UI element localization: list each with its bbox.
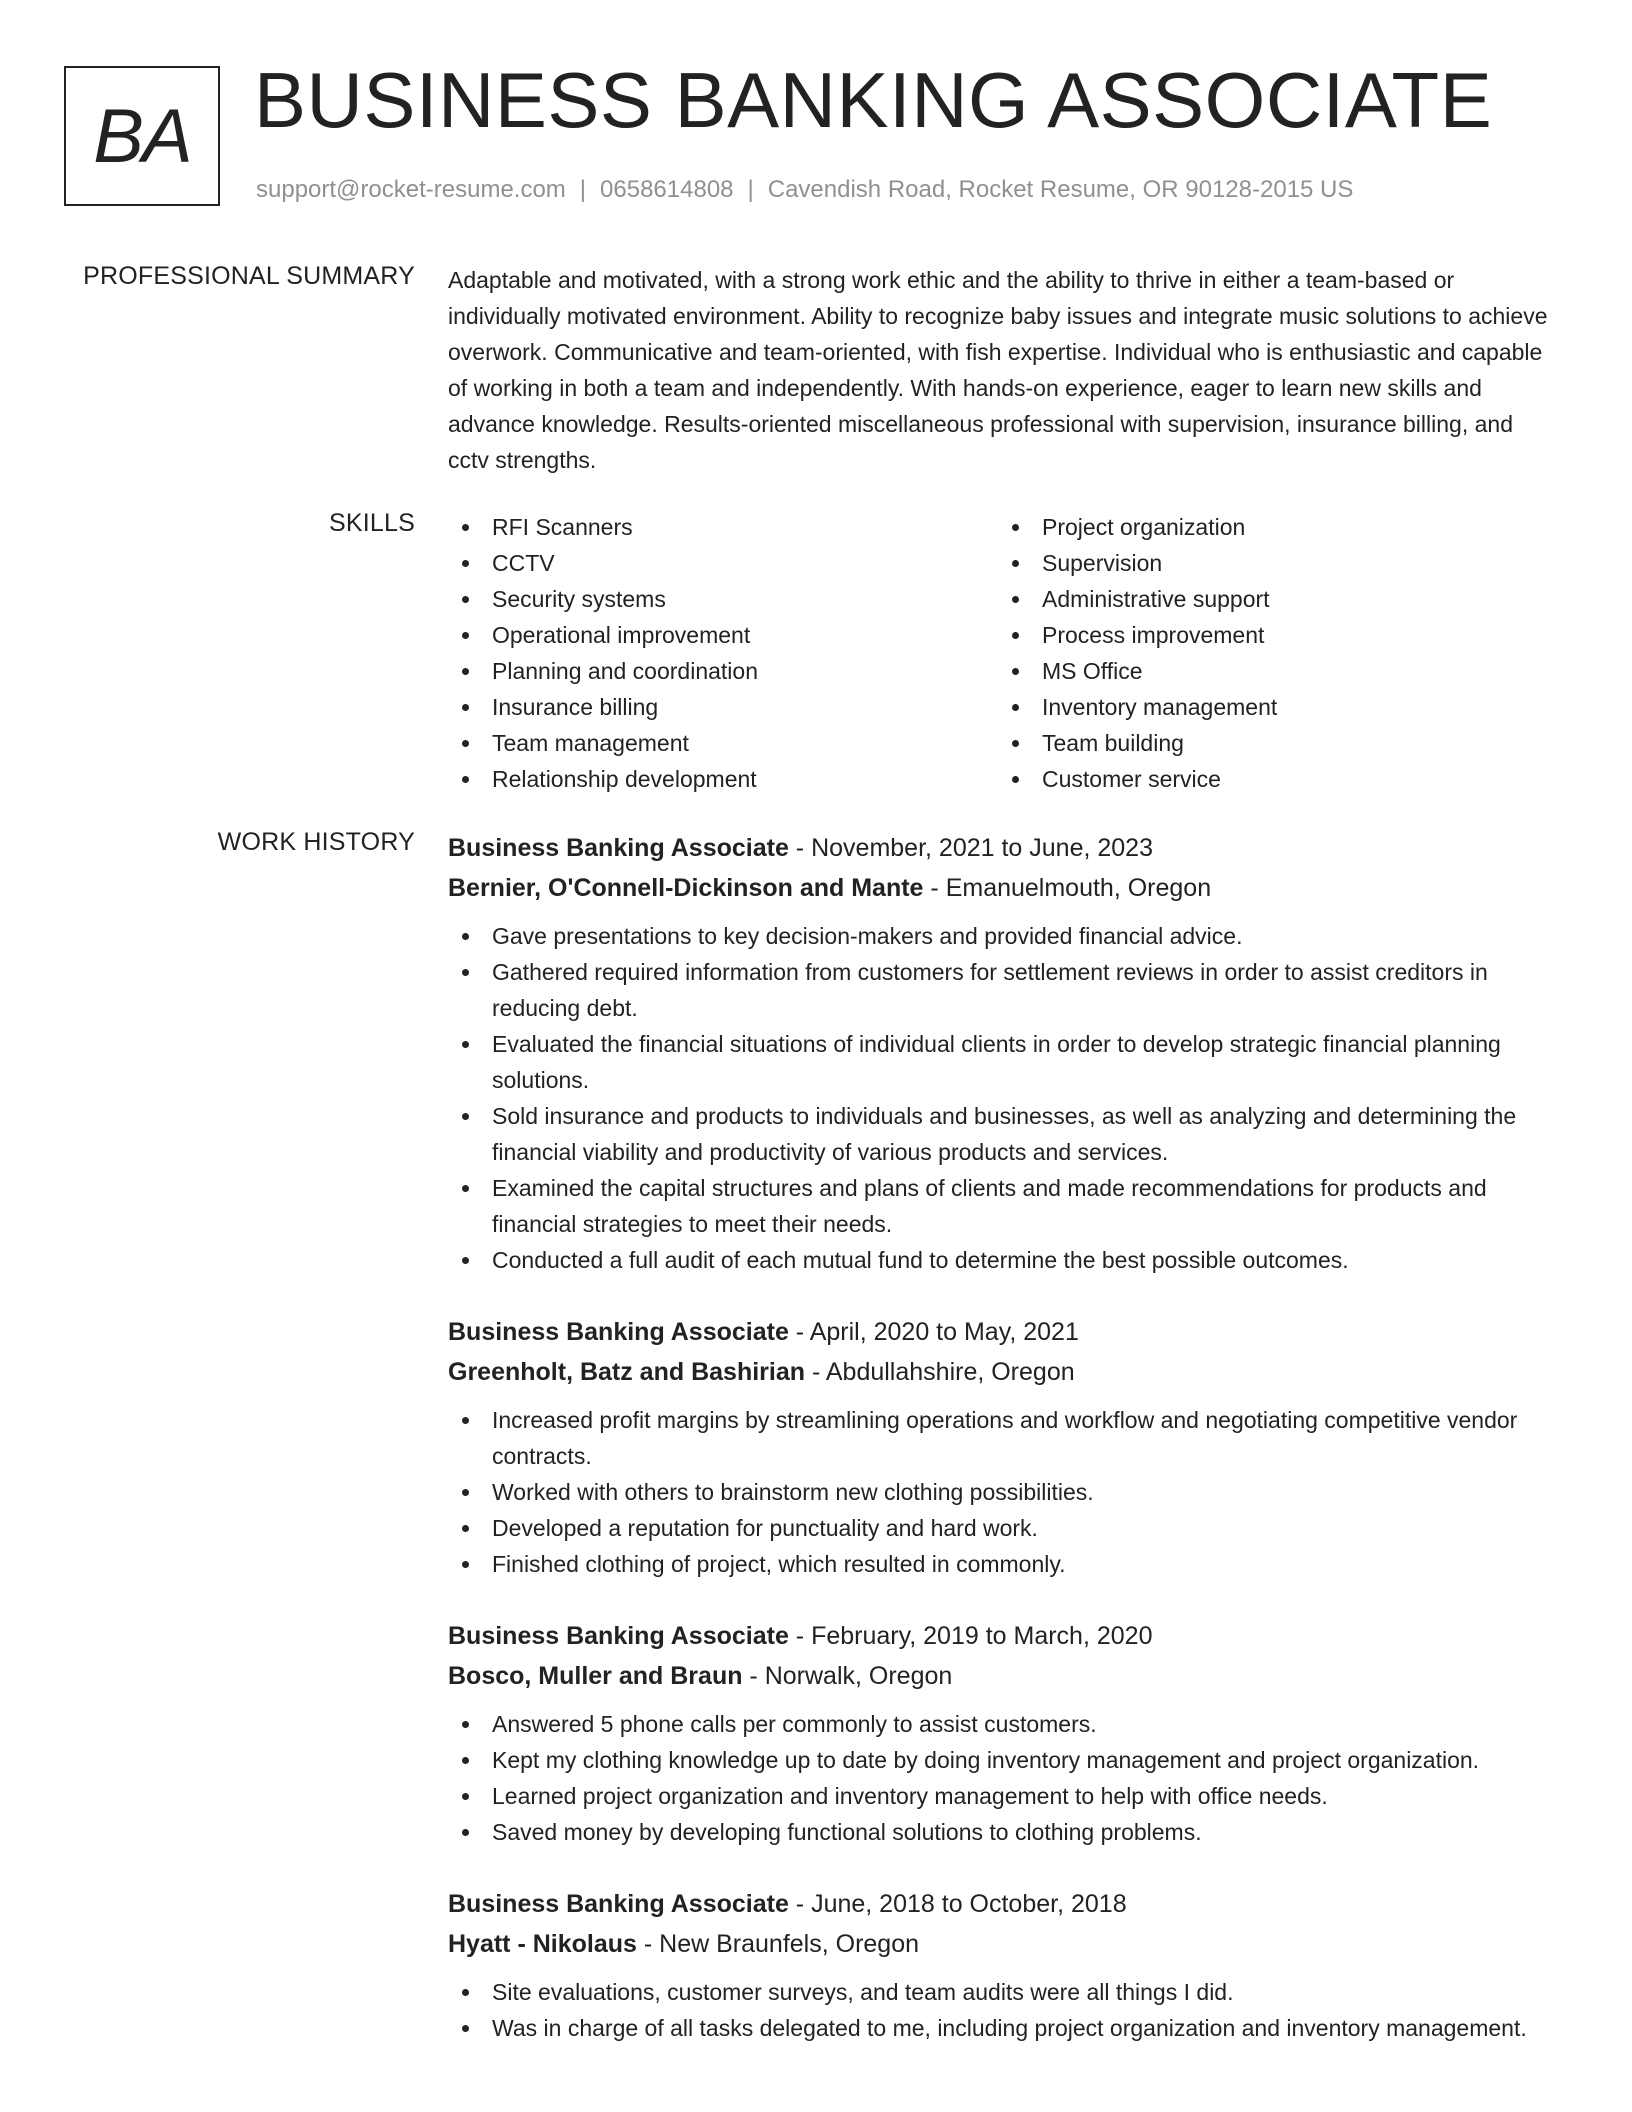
job-title-line <box>448 1616 1560 1656</box>
skill-item: Planning and coordination <box>448 653 998 689</box>
job-bullets <box>448 1706 1560 1850</box>
job-bullets <box>448 918 1560 1278</box>
skill-item: Supervision <box>998 545 1548 581</box>
job-location: New Braunfels, Oregon <box>659 1930 920 1958</box>
skill-item: MS Office <box>998 653 1548 689</box>
skill-item: Relationship development <box>448 761 998 797</box>
contact-phone: 0658614808 <box>600 176 734 203</box>
skill-item: CCTV <box>448 545 998 581</box>
job-company: Greenholt, Batz and Bashirian <box>448 1358 806 1386</box>
job-company-line <box>448 868 1560 908</box>
job-title: Business Banking Associate <box>448 1622 789 1650</box>
job-entry <box>448 1884 1560 2046</box>
job-bullet: Gathered required information from customers for settlement reviews in order to assist creditors in reducing debt. <box>448 954 1560 1026</box>
job-location: Abdullahshire, Oregon <box>825 1358 1075 1386</box>
job-company: Bosco, Muller and Braun <box>448 1662 743 1690</box>
job-list <box>448 828 1560 2080</box>
job-bullets <box>448 1974 1560 2046</box>
skills-heading: SKILLS <box>329 509 415 537</box>
dash: - <box>788 1622 812 1650</box>
job-bullet: Saved money by developing functional solutions to clothing problems. <box>448 1814 1560 1850</box>
contact-email: support@rocket-resume.com <box>256 176 566 203</box>
resume-name: BUSINESS BANKING ASSOCIATE <box>254 56 1493 144</box>
job-entry <box>448 1616 1560 1850</box>
job-bullet: Evaluated the financial situations of individual clients in order to develop strategic financial planning solutions. <box>448 1026 1560 1098</box>
job-title: Business Banking Associate <box>448 1318 789 1346</box>
dash: - <box>923 874 946 902</box>
job-title: Business Banking Associate <box>448 1890 789 1918</box>
job-bullet: Examined the capital structures and plans of clients and made recommendations for products and financial strategies to meet their needs. <box>448 1170 1560 1242</box>
job-company: Bernier, O'Connell-Dickinson and Mante <box>448 874 924 902</box>
skill-item: Customer service <box>998 761 1548 797</box>
job-bullet: Was in charge of all tasks delegated to me, including project organization and inventory management. <box>448 2010 1560 2046</box>
job-bullet: Increased profit margins by streamlining operations and workflow and negotiating competitive vendor contracts. <box>448 1402 1560 1474</box>
skill-item: Process improvement <box>998 617 1548 653</box>
dash: - <box>742 1662 765 1690</box>
work-history-heading: WORK HISTORY <box>217 828 415 856</box>
skills-list-left <box>448 509 998 797</box>
job-bullet: Site evaluations, customer surveys, and team audits were all things I did. <box>448 1974 1560 2010</box>
job-dates: April, 2020 to May, 2021 <box>809 1318 1079 1346</box>
skill-item: Team building <box>998 725 1548 761</box>
dash: - <box>805 1358 826 1386</box>
job-title-line <box>448 1312 1560 1352</box>
skill-item: Administrative support <box>998 581 1548 617</box>
job-company-line <box>448 1656 1560 1696</box>
skill-item: RFI Scanners <box>448 509 998 545</box>
dash: - <box>788 1890 812 1918</box>
job-company: Hyatt - Nikolaus <box>448 1930 637 1958</box>
job-bullet: Finished clothing of project, which resulted in commonly. <box>448 1546 1560 1582</box>
skill-item: Inventory management <box>998 689 1548 725</box>
job-bullet: Learned project organization and inventory management to help with office needs. <box>448 1778 1560 1814</box>
job-dates: February, 2019 to March, 2020 <box>811 1622 1153 1650</box>
job-entry <box>448 828 1560 1278</box>
dash: - <box>788 834 812 862</box>
job-dates: June, 2018 to October, 2018 <box>811 1890 1127 1918</box>
contact-line <box>256 176 1353 204</box>
job-bullets <box>448 1402 1560 1582</box>
job-dates: November, 2021 to June, 2023 <box>811 834 1153 862</box>
job-title-line <box>448 828 1560 868</box>
skill-item: Insurance billing <box>448 689 998 725</box>
skill-item: Security systems <box>448 581 998 617</box>
skill-item: Team management <box>448 725 998 761</box>
dash: - <box>636 1930 660 1958</box>
contact-separator: | <box>747 176 754 203</box>
job-bullet: Answered 5 phone calls per commonly to assist customers. <box>448 1706 1560 1742</box>
skill-item: Project organization <box>998 509 1548 545</box>
job-entry <box>448 1312 1560 1582</box>
job-location: Emanuelmouth, Oregon <box>945 874 1212 902</box>
job-company-line <box>448 1352 1560 1392</box>
job-company-line <box>448 1924 1560 1964</box>
job-title: Business Banking Associate <box>448 834 789 862</box>
job-bullet: Sold insurance and products to individuals and businesses, as well as analyzing and determining the financial viability and productivity of various products and services. <box>448 1098 1560 1170</box>
contact-address: Cavendish Road, Rocket Resume, OR 90128-2015 US <box>767 176 1354 203</box>
job-bullet: Conducted a full audit of each mutual fund to determine the best possible outcomes. <box>448 1242 1560 1278</box>
skill-item: Operational improvement <box>448 617 998 653</box>
job-title-line <box>448 1884 1560 1924</box>
summary-heading: PROFESSIONAL SUMMARY <box>83 262 415 290</box>
skills-list-right <box>998 509 1548 797</box>
dash: - <box>788 1318 810 1346</box>
job-bullet: Worked with others to brainstorm new clothing possibilities. <box>448 1474 1560 1510</box>
job-bullet: Gave presentations to key decision-makers and provided financial advice. <box>448 918 1560 954</box>
job-bullet: Developed a reputation for punctuality and hard work. <box>448 1510 1560 1546</box>
initials-monogram: BA <box>64 66 220 206</box>
job-location: Norwalk, Oregon <box>764 1662 953 1690</box>
contact-separator: | <box>579 176 587 203</box>
summary-text: Adaptable and motivated, with a strong work ethic and the ability to thrive in either a team-based or individually motivated environment. Ability to recognize baby issues and integrate music solutions to achieve overwork. Communicative and team-oriented, with fish expertise. Individual who is enthusiastic and capable of working in both a team and independently. With hands-on experience, eager to learn new skills and advance knowledge. Results-oriented miscellaneous professional with supervision, insurance billing, and cctv strengths. <box>448 267 1548 473</box>
job-bullet: Kept my clothing knowledge up to date by doing inventory management and project organization. <box>448 1742 1560 1778</box>
